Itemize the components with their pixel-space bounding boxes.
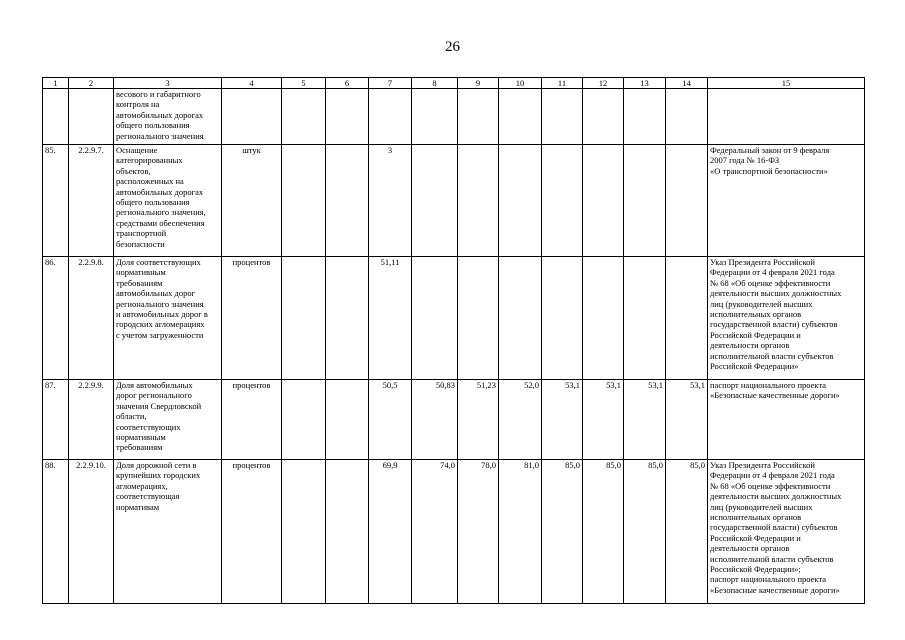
value-cell: 3: [369, 145, 412, 257]
value-cell: [542, 145, 583, 257]
page-number: 26: [445, 39, 460, 55]
value-cell: [583, 257, 624, 380]
row-number: 87.: [43, 380, 69, 460]
table-row: [43, 89, 865, 145]
column-header: 10: [499, 78, 542, 89]
table-row: [43, 460, 865, 604]
indicator-name-line: транспортной: [116, 228, 167, 239]
table-row: [43, 257, 865, 380]
value-cell: 74,0: [412, 460, 458, 604]
indicator-name-line: требованиям: [116, 277, 163, 288]
value-cell: [583, 145, 624, 257]
value-cell: 85,0: [583, 460, 624, 604]
indicator-name-line: автомобильных дорогах: [116, 186, 204, 197]
value-cell: 51,11: [369, 257, 412, 380]
source-cell-line: Федерации от 4 февраля 2021 года: [710, 267, 835, 278]
value-cell: 53,1: [542, 380, 583, 460]
value-cell: [666, 145, 708, 257]
column-header: 3: [114, 78, 222, 89]
source-cell-line: Российской Федерации»: [710, 361, 799, 372]
column-header: 4: [222, 78, 282, 89]
value-cell: [499, 89, 542, 145]
source-cell-line: Федерации от 4 февраля 2021 года: [710, 470, 835, 481]
source-cell-line: № 68 «Об оценке эффективности: [710, 277, 831, 288]
indicator-name-line: значения Свердловской: [116, 400, 202, 411]
value-cell: 53,1: [624, 380, 666, 460]
source-cell: [708, 89, 865, 145]
source-cell-line: Российской Федерации и: [710, 329, 801, 340]
indicator-name-line: городских агломерациях: [116, 319, 205, 330]
value-cell: [624, 89, 666, 145]
column-header: 7: [369, 78, 412, 89]
source-cell-line: деятельности высших должностных: [710, 491, 842, 502]
indicator-name-line: соответствующая: [116, 491, 180, 502]
indicator-code: 2.2.9.9.: [69, 380, 114, 460]
value-cell: [458, 145, 499, 257]
indicator-code: [69, 89, 114, 145]
value-cell: [624, 145, 666, 257]
source-cell-line: Российской Федерации»;: [710, 564, 801, 575]
source-cell-line: лиц (руководителей высших: [710, 501, 813, 512]
value-cell: [499, 257, 542, 380]
source-cell-line: Указ Президента Российской: [710, 257, 815, 267]
column-header: 15: [708, 78, 865, 89]
value-cell: 69,9: [369, 460, 412, 604]
unit-cell: процентов: [222, 257, 282, 380]
indicator-name-line: регионального значения,: [116, 207, 206, 218]
value-cell: [412, 257, 458, 380]
value-cell: [282, 460, 326, 604]
indicator-name-line: с учетом загруженности: [116, 329, 204, 340]
column-header: 14: [666, 78, 708, 89]
indicators-table: [42, 77, 865, 604]
indicator-name-line: нормативам: [116, 501, 160, 512]
value-cell: 51,23: [458, 380, 499, 460]
indicator-name-line: расположенных на: [116, 176, 184, 187]
column-header: 5: [282, 78, 326, 89]
value-cell: 53,1: [583, 380, 624, 460]
source-cell-line: государственной власти) субъектов: [710, 522, 838, 533]
source-cell-line: деятельности высших должностных: [710, 288, 842, 299]
indicator-name-line: безопасности: [116, 238, 165, 249]
source-cell-line: «Безопасные качественные дороги»: [710, 390, 840, 401]
indicator-name-line: весового и габаритного: [116, 89, 201, 99]
indicator-name-line: объектов,: [116, 165, 151, 176]
column-header: 2: [69, 78, 114, 89]
value-cell: 81,0: [499, 460, 542, 604]
value-cell: [326, 145, 369, 257]
table-row: [43, 145, 865, 257]
source-cell-line: 2007 года № 16-ФЗ: [710, 155, 780, 166]
value-cell: [624, 257, 666, 380]
row-number: 86.: [43, 257, 69, 380]
value-cell: 50,5: [369, 380, 412, 460]
column-header: 8: [412, 78, 458, 89]
indicator-name-line: требованиям: [116, 442, 163, 453]
indicator-name-line: автомобильных дорогах: [116, 109, 204, 120]
value-cell: [282, 380, 326, 460]
indicator-name-line: регионального значения: [116, 298, 204, 309]
indicator-name-line: нормативным: [116, 432, 166, 443]
indicator-name: [114, 89, 222, 145]
source-cell-line: «Безопасные качественные дороги»: [710, 584, 840, 595]
value-cell: [583, 89, 624, 145]
indicator-name-line: категорированных: [116, 155, 183, 166]
source-cell: [708, 257, 865, 380]
indicator-name-line: нормативным: [116, 267, 166, 278]
indicator-name-line: и автомобильных дорог в: [116, 309, 208, 320]
value-cell: 85,0: [542, 460, 583, 604]
indicator-name: [114, 460, 222, 604]
column-header: 12: [583, 78, 624, 89]
unit-cell: процентов: [222, 380, 282, 460]
source-cell-line: исполнительных органов: [710, 309, 802, 320]
value-cell: [666, 89, 708, 145]
source-cell-line: № 68 «Об оценке эффективности: [710, 480, 831, 491]
value-cell: [326, 380, 369, 460]
indicator-name-line: дорог регионального: [116, 390, 192, 401]
source-cell: [708, 145, 865, 257]
indicator-name-line: средствами обеспечения: [116, 217, 205, 228]
source-cell-line: деятельности органов: [710, 340, 790, 351]
value-cell: 78,0: [458, 460, 499, 604]
source-cell-line: «О транспортной безопасности»: [710, 165, 828, 176]
value-cell: 50,83: [412, 380, 458, 460]
source-cell-line: паспорт национального проекта: [710, 574, 827, 585]
indicator-name: [114, 145, 222, 257]
indicator-name-line: автомобильных дорог: [116, 288, 196, 299]
value-cell: 53,1: [666, 380, 708, 460]
unit-cell: штук: [222, 145, 282, 257]
source-cell-line: исполнительных органов: [710, 512, 802, 523]
unit-cell: процентов: [222, 460, 282, 604]
value-cell: [458, 257, 499, 380]
value-cell: [412, 145, 458, 257]
indicator-name-line: Доля соответствующих: [116, 257, 201, 267]
table-row: [43, 380, 865, 460]
source-cell-line: Российской Федерации и: [710, 532, 801, 543]
column-number-row: [43, 78, 865, 89]
column-header: 6: [326, 78, 369, 89]
column-header: 1: [43, 78, 69, 89]
source-cell-line: лиц (руководителей высших: [710, 298, 813, 309]
source-cell-line: деятельности органов: [710, 543, 790, 554]
column-header: 13: [624, 78, 666, 89]
source-cell-line: исполнительной власти субъектов: [710, 553, 834, 564]
indicator-name-line: общего пользования: [116, 120, 190, 131]
value-cell: [542, 257, 583, 380]
source-cell: [708, 460, 865, 604]
row-number: 88.: [43, 460, 69, 604]
source-cell: [708, 380, 865, 460]
indicator-code: 2.2.9.7.: [69, 145, 114, 257]
value-cell: 85,0: [666, 460, 708, 604]
value-cell: [458, 89, 499, 145]
indicator-name-line: соответствующих: [116, 421, 181, 432]
indicator-name-line: Доля автомобильных: [116, 380, 193, 390]
value-cell: 52,0: [499, 380, 542, 460]
value-cell: [326, 89, 369, 145]
indicator-name-line: общего пользования: [116, 197, 190, 208]
source-cell-line: паспорт национального проекта: [710, 380, 827, 390]
indicator-name: [114, 380, 222, 460]
indicator-code: 2.2.9.8.: [69, 257, 114, 380]
unit-cell: [222, 89, 282, 145]
indicator-name-line: крупнейших городских: [116, 470, 201, 481]
indicator-name-line: Оснащение: [116, 145, 158, 155]
row-number: 85.: [43, 145, 69, 257]
value-cell: [499, 145, 542, 257]
value-cell: [326, 257, 369, 380]
source-cell-line: государственной власти) субъектов: [710, 319, 838, 330]
value-cell: [326, 460, 369, 604]
column-header: 11: [542, 78, 583, 89]
indicator-name-line: контроля на: [116, 99, 160, 110]
value-cell: [666, 257, 708, 380]
value-cell: [412, 89, 458, 145]
indicator-name-line: области,: [116, 411, 147, 422]
value-cell: [369, 89, 412, 145]
value-cell: [282, 257, 326, 380]
source-cell-line: Федеральный закон от 9 февраля: [710, 145, 830, 155]
value-cell: [542, 89, 583, 145]
column-header: 9: [458, 78, 499, 89]
row-number: [43, 89, 69, 145]
source-cell-line: исполнительной власти субъектов: [710, 350, 834, 361]
value-cell: [282, 145, 326, 257]
value-cell: 85,0: [624, 460, 666, 604]
value-cell: [282, 89, 326, 145]
indicator-name: [114, 257, 222, 380]
indicator-code: 2.2.9.10.: [69, 460, 114, 604]
source-cell-line: Указ Президента Российской: [710, 460, 815, 470]
indicator-name-line: Доля дорожной сети в: [116, 460, 197, 470]
indicator-name-line: регионального значения: [116, 130, 204, 141]
indicator-name-line: агломерациях,: [116, 480, 168, 491]
